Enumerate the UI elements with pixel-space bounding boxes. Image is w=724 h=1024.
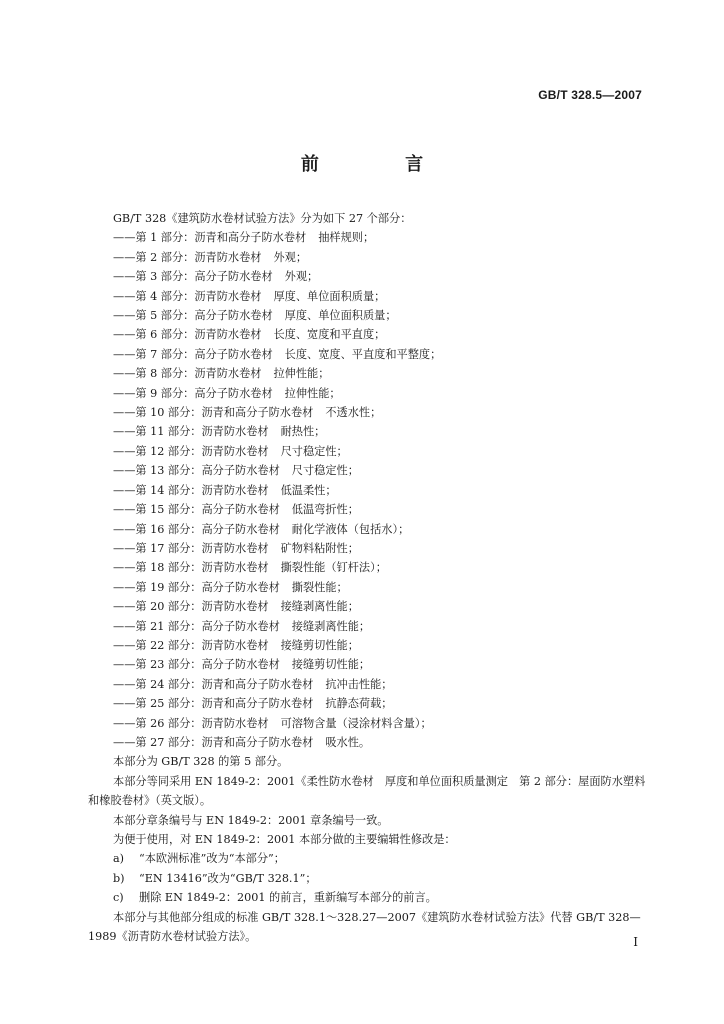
standard-number: GB/T 328.5—2007 [538,88,642,102]
part-lead: ——第 27 部分：沥青和高分子防水卷材 [113,735,314,749]
part-topic: 长度、宽度、平直度和平整度； [284,347,442,361]
part-lead: ——第 22 部分：沥青防水卷材 [113,638,269,652]
part-list-item [88,403,648,422]
part-list-item [88,481,648,500]
change-list-item [88,888,648,907]
part-topic: 抽样规则； [318,231,375,245]
part-list-item [88,655,648,674]
part-lead: ——第 21 部分：高分子防水卷材 [113,619,280,633]
this-part-paragraph: 本部分为 GB/T 328 的第 5 部分。 [113,755,289,769]
part-list-item [88,384,648,403]
equivalence-paragraph: 本部分等同采用 EN 1849-2：2001《柔性防水卷材 厚度和单位面积质量测定 第 2 部分：屋面防水塑料和橡胶卷材》（英文版）。 [88,774,646,808]
part-lead: ——第 11 部分：沥青防水卷材 [113,425,269,439]
part-lead: ——第 26 部分：沥青防水卷材 [113,716,269,730]
part-list-item [88,364,648,383]
part-topic: 撕裂性能； [291,580,348,594]
numbering-paragraph: 本部分章条编号与 EN 1849-2：2001 章条编号一致。 [113,813,389,827]
part-topic: 厚度、单位面积质量； [273,289,386,303]
part-lead: ——第 17 部分：沥青防水卷材 [113,541,269,555]
part-topic: 接缝剥离性能； [280,600,359,614]
part-topic: 不透水性； [325,406,382,420]
part-lead: ——第 23 部分：高分子防水卷材 [113,658,280,672]
foreword-body [88,209,648,946]
changes-list [88,849,648,907]
part-list-item [88,228,648,247]
part-topic: 吸水性。 [325,735,371,749]
part-lead: ——第 1 部分：沥青和高分子防水卷材 [113,231,307,245]
part-lead: ——第 7 部分：高分子防水卷材 [113,347,273,361]
part-list-item [88,694,648,713]
part-lead: ——第 25 部分：沥青和高分子防水卷材 [113,697,314,711]
change-list-item [88,849,648,868]
part-list-item [88,422,648,441]
part-lead: ——第 6 部分：沥青防水卷材 [113,328,262,342]
part-lead: ——第 16 部分：高分子防水卷材 [113,522,280,536]
part-list-item [88,248,648,267]
page-title: 前 言 [300,154,464,175]
part-topic: 外观； [284,270,319,284]
part-lead: ——第 3 部分：高分子防水卷材 [113,270,273,284]
part-list-item [88,500,648,519]
part-lead: ——第 12 部分：沥青防水卷材 [113,444,269,458]
change-marker: b) [113,871,125,885]
part-lead: ——第 4 部分：沥青防水卷材 [113,289,262,303]
part-lead: ——第 14 部分：沥青防水卷材 [113,483,269,497]
part-lead: ——第 8 部分：沥青防水卷材 [113,367,262,381]
changes-intro-paragraph: 为便于使用，对 EN 1849-2：2001 本部分做的主要编辑性修改是： [113,833,456,846]
part-lead: ——第 19 部分：高分子防水卷材 [113,580,280,594]
part-list-item [88,306,648,325]
part-topic: 抗冲击性能； [325,677,393,691]
part-list-item [88,461,648,480]
part-lead: ——第 18 部分：沥青防水卷材 [113,561,269,575]
part-topic: 抗静态荷载； [325,697,393,711]
part-lead: ——第 2 部分：沥青防水卷材 [113,250,262,264]
part-list-item [88,267,648,286]
page-number: I [633,935,638,949]
part-list-item [88,578,648,597]
part-list-item [88,675,648,694]
part-list-item [88,287,648,306]
part-lead: ——第 13 部分：高分子防水卷材 [113,464,280,478]
part-topic: 耐热性； [280,425,326,439]
part-list-item [88,617,648,636]
part-topic: 低温柔性； [280,483,337,497]
part-topic: 撕裂性能（钉杆法）； [280,561,387,575]
part-topic: 拉伸性能； [273,367,330,381]
part-list-item [88,442,648,461]
part-topic: 接缝剪切性能； [280,638,359,652]
part-topic: 矿物料粘附性； [280,541,359,555]
part-topic: 接缝剪切性能； [291,658,371,672]
part-lead: ——第 10 部分：沥青和高分子防水卷材 [113,406,314,420]
part-list-item [88,636,648,655]
part-list-item [88,597,648,616]
part-topic: 拉伸性能； [284,386,341,400]
part-lead: ——第 5 部分：高分子防水卷材 [113,309,273,323]
change-text: “本欧洲标准”改为“本部分”； [139,852,285,866]
intro-paragraph: GB/T 328《建筑防水卷材试验方法》分为如下 27 个部分： [113,212,412,225]
part-list-item [88,325,648,344]
part-lead: ——第 9 部分：高分子防水卷材 [113,386,273,400]
part-list-item [88,345,648,364]
part-lead: ——第 24 部分：沥青和高分子防水卷材 [113,677,314,691]
change-marker: a) [113,852,125,866]
part-list-item [88,558,648,577]
part-list-item [88,520,648,539]
change-text: 删除 EN 1849-2：2001 的前言，重新编写本部分的前言。 [139,891,437,905]
part-topic: 尺寸稳定性； [291,464,359,478]
part-topic: 接缝剥离性能； [291,619,371,633]
part-topic: 外观； [273,250,308,264]
part-lead: ——第 20 部分：沥青防水卷材 [113,600,269,614]
part-lead: ——第 15 部分：高分子防水卷材 [113,503,280,517]
change-text: “EN 13416”改为“GB/T 328.1”； [139,871,317,885]
part-topic: 长度、宽度和平直度； [273,328,386,342]
part-list-item [88,733,648,752]
part-list-item [88,714,648,733]
change-marker: c) [113,891,124,905]
parts-list [88,228,648,752]
part-topic: 尺寸稳定性； [280,444,348,458]
change-list-item [88,869,648,888]
part-topic: 低温弯折性； [291,503,359,517]
part-list-item [88,539,648,558]
part-topic: 厚度、单位面积质量； [284,309,397,323]
part-topic: 耐化学液体（包括水）； [291,522,410,536]
replacement-paragraph: 本部分与其他部分组成的标准 GB/T 328.1～328.27—2007《建筑防水卷材试验方法》代替 GB/T 328—1989《沥青防水卷材试验方法》。 [88,910,641,944]
part-topic: 可溶物含量（浸涂材料含量）； [280,716,432,730]
